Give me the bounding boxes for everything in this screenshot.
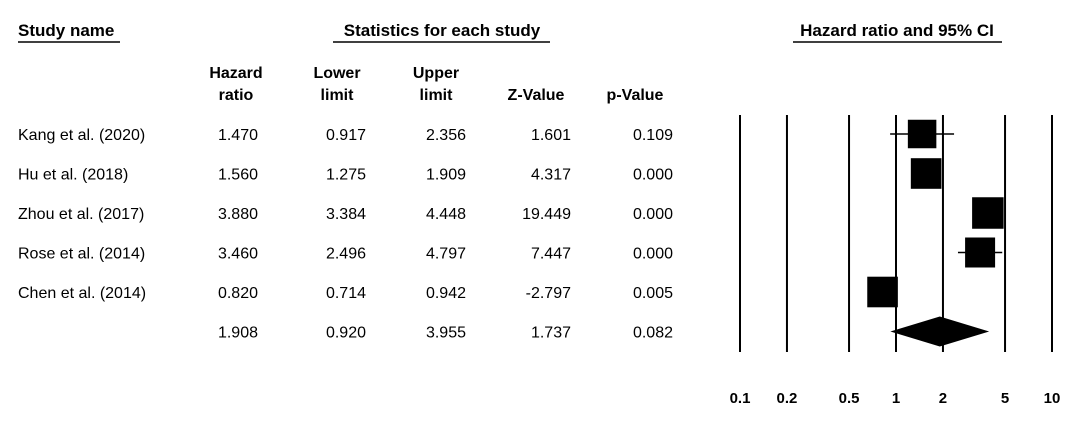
table-row — [18, 167, 673, 184]
plot-area — [740, 115, 1052, 352]
study-name: Chen et al. (2014) — [18, 285, 147, 302]
cell-z: 1.737 — [530, 324, 571, 342]
statistics-header: Statistics for each study — [343, 21, 541, 40]
cell-upper: 0.942 — [425, 285, 466, 302]
cell-hr: 1.908 — [217, 324, 258, 342]
col-lower-line1: Lower — [313, 65, 361, 82]
cell-lower: 3.384 — [325, 206, 366, 223]
table-row — [18, 246, 673, 263]
x-tick-label: 0.1 — [729, 390, 751, 407]
col-hazard-line1: Hazard — [209, 65, 263, 82]
cell-z: -2.797 — [525, 285, 571, 302]
cell-upper: 2.356 — [425, 127, 466, 144]
cell-p: 0.000 — [632, 206, 673, 223]
study-name: Kang et al. (2020) — [18, 127, 146, 144]
col-p-line2: p-Value — [606, 87, 664, 104]
table-row — [18, 127, 673, 144]
effect-square — [911, 158, 942, 189]
cell-lower: 2.496 — [325, 245, 366, 263]
cell-upper: 1.909 — [425, 166, 466, 184]
cell-upper: 4.448 — [425, 206, 466, 223]
col-lower-line2: limit — [320, 87, 354, 104]
study-name: Zhou et al. (2017) — [18, 206, 145, 223]
cell-lower: 0.714 — [325, 285, 366, 302]
cell-hr: 0.820 — [217, 285, 258, 302]
summary-diamond — [890, 317, 989, 347]
cell-hr: 3.880 — [217, 206, 258, 223]
cell-p: 0.000 — [632, 245, 673, 263]
effect-square — [867, 277, 898, 308]
col-hazard-line2: ratio — [218, 87, 254, 104]
cell-lower: 1.275 — [325, 166, 366, 184]
x-tick-label: 2 — [938, 390, 948, 407]
cell-upper: 4.797 — [425, 245, 466, 263]
summary-row — [218, 325, 673, 342]
x-tick-label: 5 — [1000, 390, 1010, 407]
col-upper-line1: Upper — [412, 65, 460, 82]
x-tick-label: 10 — [1043, 390, 1061, 407]
effect-square — [965, 238, 995, 268]
table-rows — [18, 127, 673, 342]
effect-square — [972, 197, 1004, 229]
cell-hr: 1.560 — [217, 166, 258, 184]
column-headers — [209, 65, 663, 104]
cell-z: 7.447 — [530, 245, 571, 263]
study-name: Rose et al. (2014) — [18, 245, 146, 263]
x-tick-label: 0.5 — [838, 390, 860, 407]
x-tick-label: 1 — [891, 390, 901, 407]
cell-z: 19.449 — [522, 206, 571, 223]
cell-p: 0.005 — [632, 285, 673, 302]
cell-z: 1.601 — [530, 127, 571, 144]
cell-lower: 0.920 — [325, 324, 366, 342]
cell-p: 0.000 — [632, 166, 673, 184]
plot-header: Hazard ratio and 95% CI — [800, 21, 994, 40]
cell-z: 4.317 — [530, 166, 571, 184]
x-tick-label: 0.2 — [776, 390, 798, 407]
cell-hr: 3.460 — [217, 245, 258, 263]
col-upper-line2: limit — [419, 87, 453, 104]
effect-square — [908, 120, 937, 149]
table-row — [18, 285, 673, 302]
col-z-line2: Z-Value — [507, 87, 565, 104]
cell-lower: 0.917 — [325, 127, 366, 144]
cell-hr: 1.470 — [217, 127, 258, 144]
table-row — [18, 206, 673, 223]
study-name: Hu et al. (2018) — [18, 166, 129, 184]
cell-upper: 3.955 — [425, 324, 466, 342]
cell-p: 0.082 — [632, 324, 673, 342]
x-axis — [730, 390, 1061, 407]
cell-p: 0.109 — [632, 127, 673, 144]
study-name-header: Study name — [18, 21, 115, 40]
